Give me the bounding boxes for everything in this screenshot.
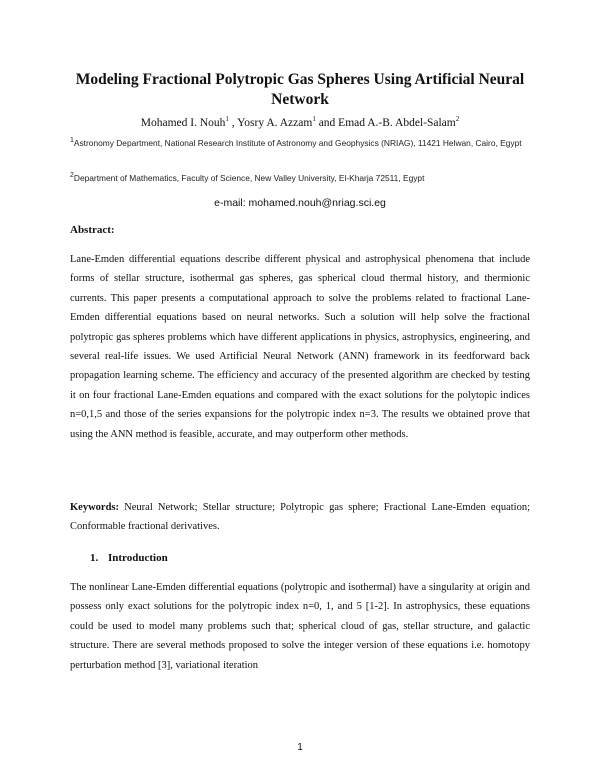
affiliation-mark: 2 — [70, 172, 74, 180]
section-title: Introduction — [108, 552, 168, 564]
contact-email: e-mail: mohamed.nouh@nriag.sci.eg — [214, 197, 386, 209]
section-heading — [90, 552, 168, 564]
paper-title: Modeling Fractional Polytropic Gas Spheres Using Artificial Neural Network — [75, 71, 525, 108]
keywords-label: Keywords: — [70, 502, 119, 513]
section-number: 1. — [90, 552, 99, 564]
affiliation-mark: 1 — [70, 137, 74, 145]
affiliation-text: Astronomy Department, National Research Institute of Astronomy and Geophysics (NRIAG), 11421 Helwan, Cairo, Egypt — [73, 138, 522, 148]
author-name: Mohamed I. Nouh — [140, 117, 226, 129]
affiliation-text: Department of Mathematics, Faculty of Science, New Valley University, El-Kharja 72511, Egypt — [73, 173, 425, 183]
introduction-text: The nonlinear Lane-Emden differential equations (polytropic and isothermal) have a singularity at origin and possess only exact solutions for the polytropic index n=0, 1, and 5 [1-2]. In astrophysics, these equations could be used to model many problems such that; spherical cloud of gas, stellar structure, and galactic structure. There are several methods proposed to solve the integer version of these equations i.e. homotopy perturbation method [3], variational iteration — [70, 582, 530, 671]
affiliation — [70, 172, 540, 184]
author-affiliation-mark: 1 — [312, 115, 316, 124]
keywords-text: Neural Network; Stellar structure; Polytropic gas sphere; Fractional Lane-Emden equation; Conformable fractional derivatives. — [70, 502, 530, 533]
author-affiliation-mark: 2 — [455, 115, 460, 124]
author-name: Emad A.-B. Abdel-Salam — [338, 117, 456, 129]
affiliation — [70, 137, 540, 149]
page-number: 1 — [297, 742, 303, 753]
author-name: Yosry A. Azzam — [237, 117, 313, 129]
author-separator: and — [315, 117, 339, 129]
abstract-heading: Abstract: — [70, 224, 115, 236]
abstract-text: Lane-Emden differential equations describe different physical and astrophysical phenomena that include forms of stellar structure, isothermal gas spheres, gas spherical cloud thermal history, and thermionic currents. This paper presents a computational approach to solve the problems related to fractional Lane-Emden differential equations based on neural networks. Such a solution will help solve the fractional polytropic gas spheres problems which have different applications in physics, astrophysics, engineering, and several real-life issues. We used Artificial Neural Network (ANN) framework in its feedforward back propagation learning scheme. The efficiency and accuracy of the presented algorithm are checked by testing it on four fractional Lane-Emden equations and compared with the exact solutions for the polytopic indices n=0,1,5 and those of the series expansions for the polytropic index n=3. The results we obtained prove that using the ANN method is feasible, accurate, and may outperform other methods. — [70, 254, 530, 440]
author-affiliation-mark: 1 — [225, 115, 229, 124]
keywords — [70, 498, 530, 537]
author-separator: , — [228, 117, 238, 129]
author-list — [0, 117, 600, 129]
